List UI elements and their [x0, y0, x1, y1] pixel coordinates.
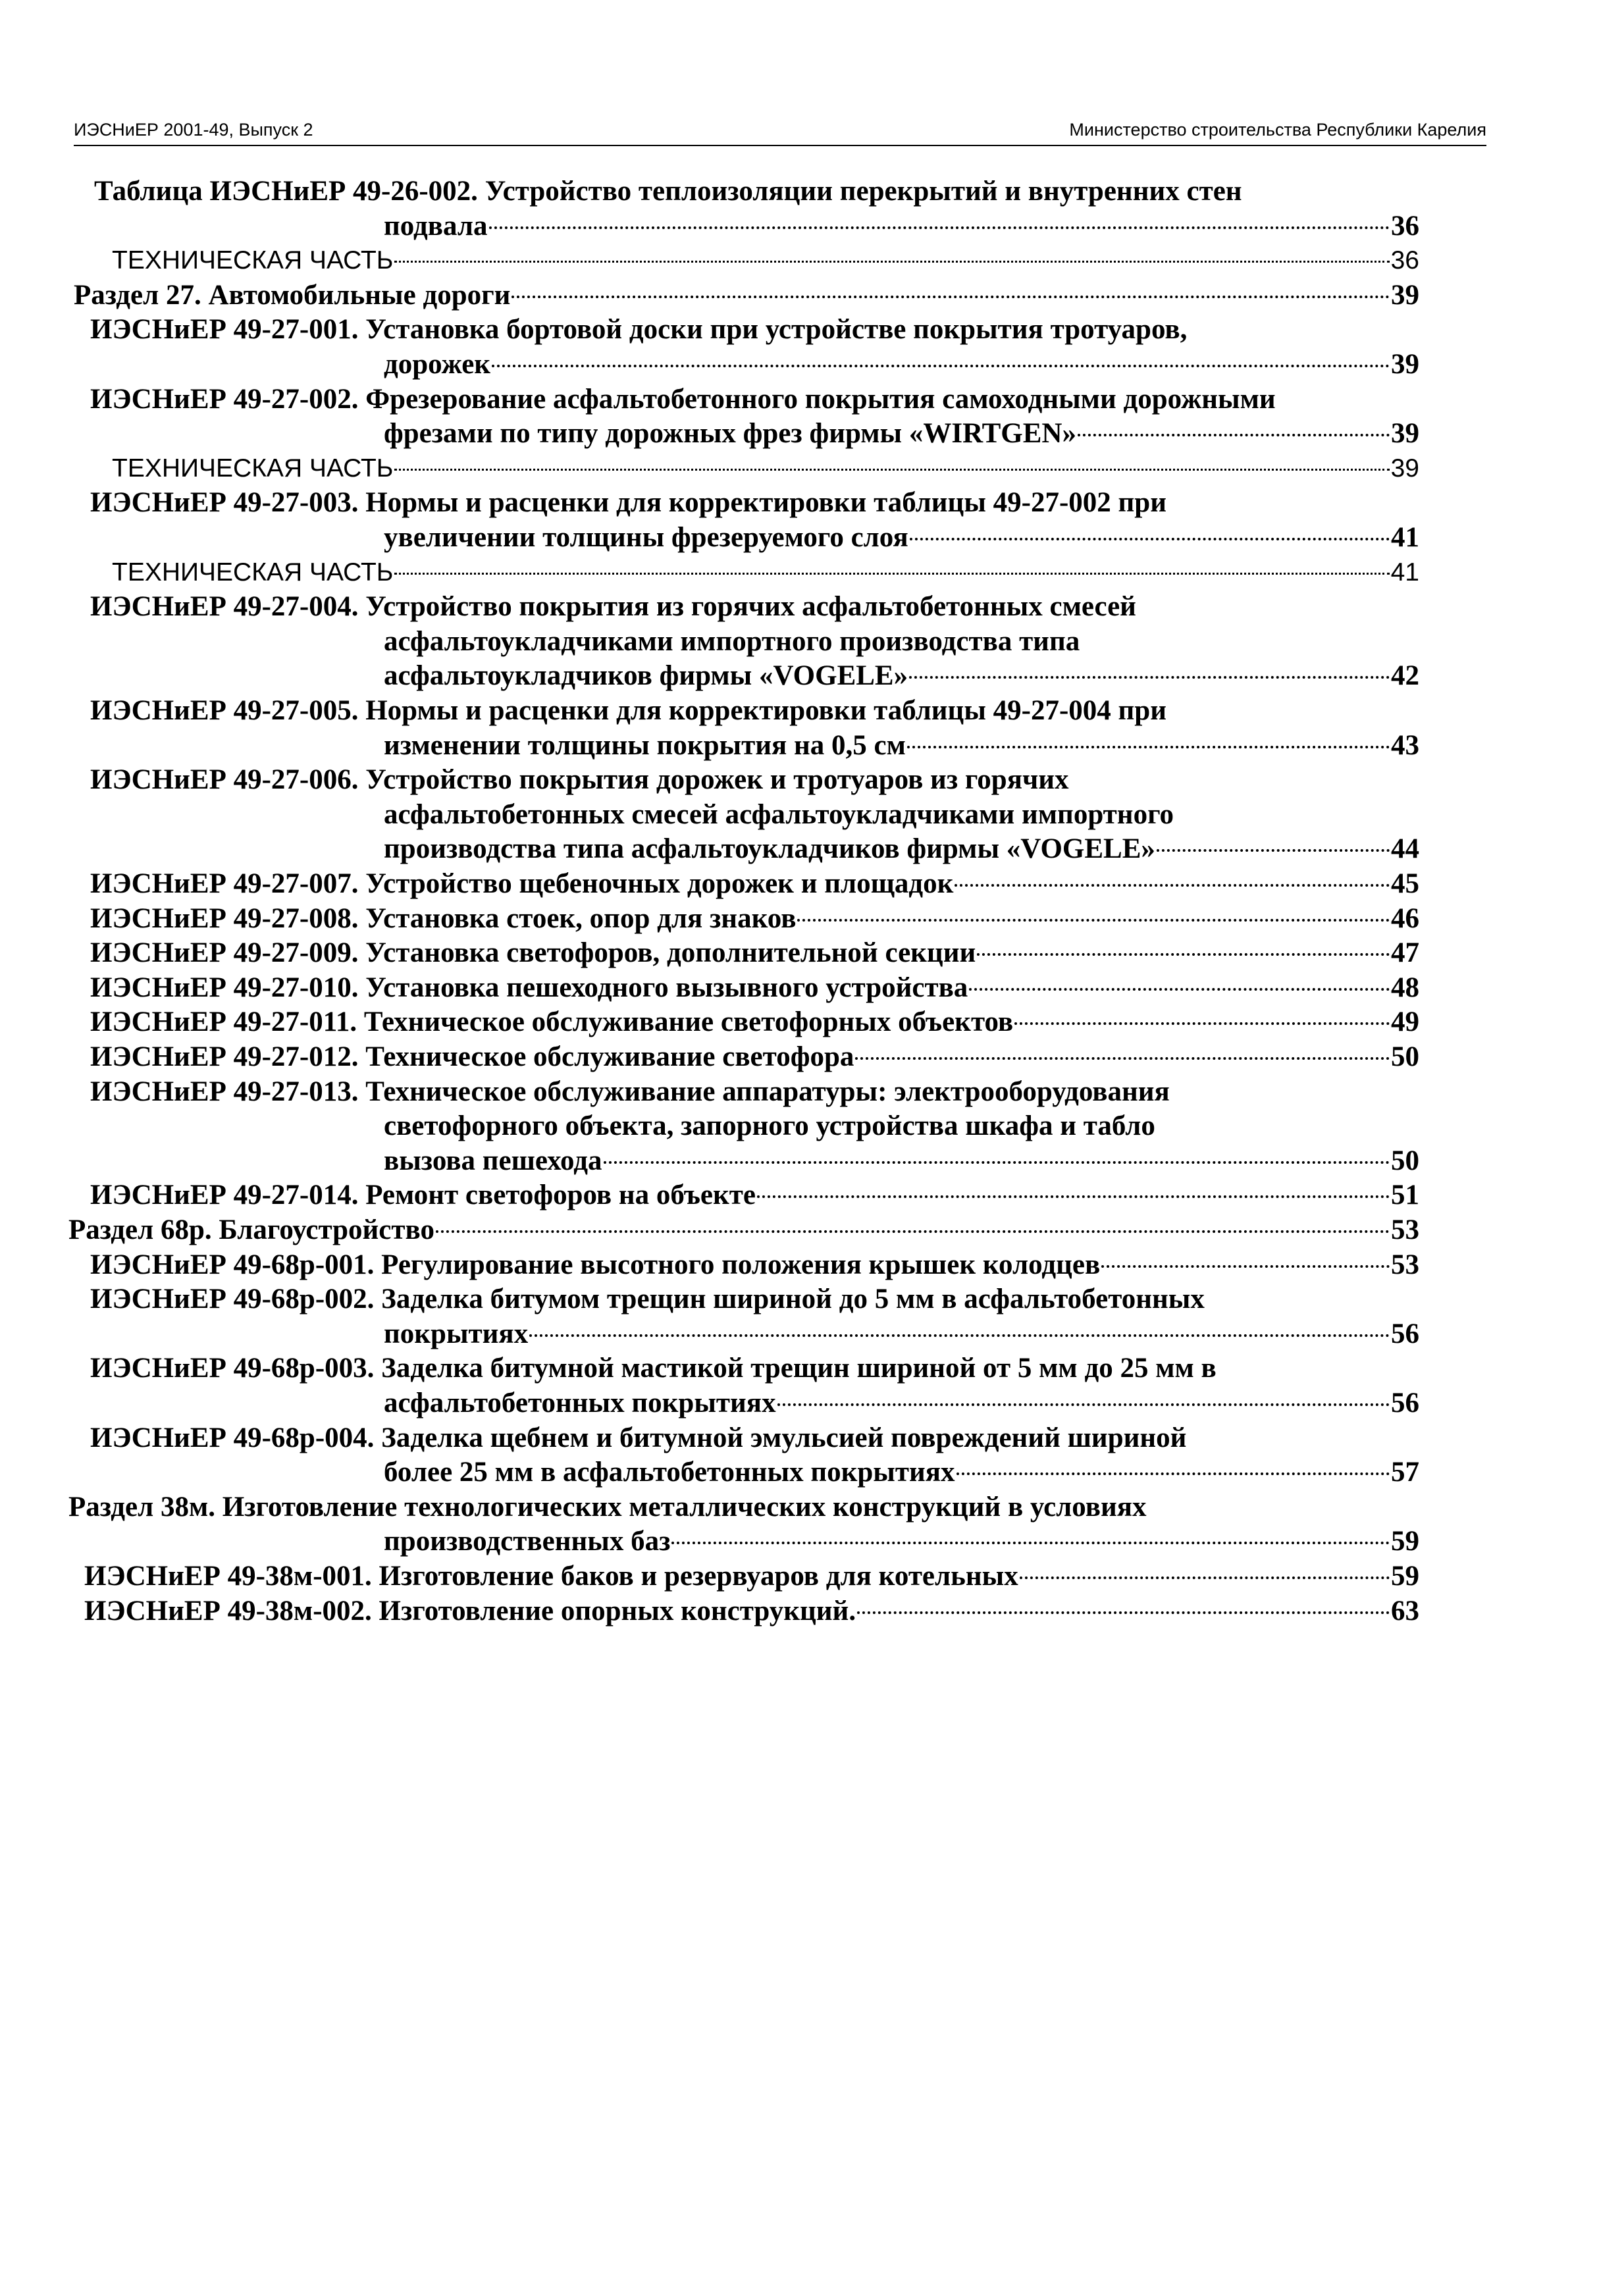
dot-leader — [511, 296, 1390, 298]
toc-entry — [0, 1212, 1624, 1247]
toc-page-number: 43 — [1391, 729, 1419, 761]
toc-space — [372, 1594, 379, 1629]
toc-space — [358, 1178, 365, 1213]
toc-entry — [0, 451, 1624, 486]
toc-code: ИЭСНиЕР 49-38м-001. — [84, 1561, 372, 1592]
toc-line — [112, 451, 1419, 486]
toc-entry — [0, 589, 1624, 693]
toc-line — [90, 866, 1419, 902]
toc-code: ИЭСНиЕР 49-27-005. — [90, 695, 359, 726]
page-header — [74, 116, 1486, 146]
toc-page-number: 53 — [1391, 1214, 1419, 1245]
toc-title-line: асфальтобетонных смесей асфальтоукладчиками импортного — [384, 798, 1174, 830]
toc-space — [357, 1004, 364, 1040]
toc-title: Нормы и расценки для корректировки таблицы 49-27-002 при — [365, 487, 1166, 519]
toc-page-number: 36 — [1390, 246, 1419, 275]
toc-space — [358, 901, 365, 937]
toc-continuation — [384, 831, 1419, 867]
toc-entry — [0, 485, 1624, 554]
dot-leader — [777, 1403, 1390, 1406]
toc-line — [90, 1247, 1419, 1283]
toc-title: Фрезерование асфальтобетонного покрытия самоходными дорожными — [365, 383, 1276, 415]
dot-leader — [394, 261, 1389, 263]
toc-space — [358, 487, 365, 518]
toc-page-number: 50 — [1391, 1041, 1419, 1072]
toc-entry — [0, 866, 1624, 901]
toc-page-number: 42 — [1391, 660, 1419, 692]
toc-title: Изготовление опорных конструкций. — [379, 1595, 856, 1627]
header-ministry: Министерство строительства Республики Карелия — [1069, 120, 1486, 140]
toc-title: Устройство теплоизоляции перекрытий и внутренних стен — [485, 176, 1242, 207]
toc-space — [374, 1422, 381, 1453]
toc-line — [90, 935, 1419, 971]
toc-space — [374, 1284, 381, 1315]
toc-code: ИЭСНиЕР 49-68р-004. — [90, 1422, 375, 1453]
toc-code: Раздел 27. — [74, 279, 201, 311]
toc-code: ИЭСНиЕР 49-27-012. — [90, 1041, 359, 1072]
toc-space — [212, 1212, 219, 1248]
toc-title: Установка светофоров, дополнительной секции — [365, 937, 976, 969]
dot-leader — [1078, 434, 1390, 436]
toc-space — [358, 384, 365, 415]
toc-entry — [0, 1178, 1624, 1212]
toc-entry — [0, 1594, 1624, 1628]
toc-space — [358, 591, 365, 622]
toc-heading — [90, 762, 1069, 798]
toc-page-number: 59 — [1391, 1561, 1419, 1592]
toc-page-number: 59 — [1391, 1526, 1419, 1557]
toc-page-number: 45 — [1391, 868, 1419, 899]
toc-title-line: вызова пешехода — [384, 1145, 602, 1176]
toc-page-number: 44 — [1391, 833, 1419, 865]
toc-code: ИЭСНиЕР 49-27-013. — [90, 1076, 359, 1107]
toc-title: Ремонт светофоров на объекте — [365, 1180, 756, 1211]
toc-continuation — [384, 347, 1419, 382]
toc-space — [358, 314, 365, 345]
toc-page-number: 50 — [1391, 1145, 1419, 1176]
toc-title: Нормы и расценки для корректировки таблицы 49-27-004 при — [365, 695, 1166, 726]
dot-leader — [909, 676, 1390, 679]
toc-code: ИЭСНиЕР 49-68р-001. — [90, 1249, 375, 1280]
dot-leader — [956, 1472, 1390, 1475]
toc-page-number: 56 — [1391, 1387, 1419, 1419]
dot-leader — [604, 1161, 1390, 1164]
toc-page-number: 51 — [1391, 1180, 1419, 1211]
toc-continuation — [384, 1316, 1419, 1352]
toc-code: ИЭСНиЕР 49-27-011. — [90, 1006, 357, 1038]
toc-heading — [68, 1490, 1147, 1525]
header-document-id: ИЭСНиЕР 2001-49, Выпуск 2 — [74, 120, 313, 140]
dot-leader — [1020, 1576, 1390, 1579]
toc-code: ИЭСНиЕР 49-27-008. — [90, 902, 359, 934]
toc-title: Автомобильные дороги — [208, 279, 511, 311]
toc-continuation — [384, 520, 1419, 556]
toc-page-number: 39 — [1391, 279, 1419, 311]
toc-heading — [90, 1074, 1170, 1110]
toc-code: Раздел 38м. — [68, 1491, 216, 1523]
toc-space — [358, 866, 365, 902]
toc-page-number: 46 — [1391, 902, 1419, 934]
toc-entry — [0, 1074, 1624, 1178]
toc-page-number: 53 — [1391, 1249, 1419, 1280]
toc-continuation — [384, 416, 1419, 452]
toc-title-line: производственных баз — [384, 1526, 671, 1557]
toc-page-number: 39 — [1391, 418, 1419, 450]
toc-heading — [90, 693, 1166, 729]
toc-code: ИЭСНиЕР 49-38м-002. — [84, 1595, 372, 1627]
toc-title: Установка бортовой доски при устройстве покрытия тротуаров, — [365, 314, 1188, 346]
toc-continuation — [384, 1455, 1419, 1490]
toc-title: Устройство щебеночных дорожек и площадок — [365, 868, 954, 899]
toc-page-number: 36 — [1391, 210, 1419, 242]
toc-heading — [94, 174, 1242, 209]
toc-code: ИЭСНиЕР 49-27-009. — [90, 937, 359, 969]
toc-title-line: дорожек — [384, 348, 491, 380]
toc-space — [358, 695, 365, 726]
toc-page-number: 49 — [1391, 1006, 1419, 1038]
toc-line — [84, 1559, 1419, 1594]
toc-title: Устройство покрытия из горячих асфальтобетонных смесей — [365, 591, 1136, 623]
toc-line — [90, 901, 1419, 937]
toc-line — [112, 243, 1419, 278]
toc-entry — [0, 1559, 1624, 1594]
toc-entry — [0, 1247, 1624, 1282]
dot-leader — [394, 573, 1389, 575]
dot-leader — [671, 1542, 1390, 1544]
toc-continuation — [384, 1524, 1419, 1559]
toc-space — [358, 1039, 365, 1075]
toc-line — [90, 970, 1419, 1006]
toc-title: Установка стоек, опор для знаков — [365, 902, 797, 934]
toc-entry — [0, 1351, 1624, 1420]
toc-entry — [0, 901, 1624, 936]
toc-page-number: 57 — [1391, 1457, 1419, 1488]
toc-space — [478, 176, 485, 207]
dot-leader — [1014, 1022, 1390, 1025]
toc-title-line: более 25 мм в асфальтобетонных покрытиях — [384, 1457, 955, 1488]
toc-title: ТЕХНИЧЕСКАЯ ЧАСТЬ — [112, 454, 394, 482]
toc-space — [358, 935, 365, 971]
toc-code: ИЭСНиЕР 49-27-001. — [90, 314, 359, 346]
toc-page-number: 41 — [1390, 558, 1419, 586]
dot-leader — [436, 1230, 1390, 1233]
toc-continuation — [384, 658, 1419, 694]
toc-title-line: фрезами по типу дорожных фрез фирмы «WIRTGEN» — [384, 418, 1076, 450]
toc-entry — [0, 1490, 1624, 1559]
toc-entry — [0, 693, 1624, 762]
toc-line — [112, 555, 1419, 590]
toc-title: ТЕХНИЧЕСКАЯ ЧАСТЬ — [112, 558, 394, 586]
toc-line — [68, 1212, 1419, 1248]
toc-title: Техническое обслуживание аппаратуры: электрооборудования — [365, 1076, 1170, 1107]
toc-heading — [90, 1351, 1217, 1386]
toc-space — [358, 764, 365, 795]
dot-leader — [907, 746, 1390, 748]
toc-title-line: увеличении толщины фрезеруемого слоя — [384, 521, 908, 553]
toc-entry — [0, 243, 1624, 278]
toc-page-number: 41 — [1391, 521, 1419, 553]
toc-line — [90, 1039, 1419, 1075]
toc-code: ИЭСНиЕР 49-27-003. — [90, 487, 359, 519]
toc-title: Благоустройство — [219, 1214, 434, 1245]
toc-title: Установка пешеходного вызывного устройства — [365, 972, 968, 1003]
toc-space — [215, 1492, 223, 1523]
toc-line — [90, 1178, 1419, 1213]
toc-title: Заделка битумом трещин шириной до 5 мм в асфальтобетонных — [381, 1284, 1205, 1315]
toc-code: ИЭСНиЕР 49-27-002. — [90, 383, 359, 415]
toc-heading — [90, 589, 1136, 625]
toc-page-number: 39 — [1391, 348, 1419, 380]
toc-heading — [90, 1420, 1186, 1456]
dot-leader — [855, 1057, 1390, 1060]
toc-continuation — [384, 728, 1419, 764]
toc-title: Техническое обслуживание светофора — [365, 1041, 854, 1072]
toc-title: Заделка битумной мастикой трещин шириной от 5 мм до 25 мм в — [381, 1353, 1217, 1384]
toc-page-number: 63 — [1391, 1595, 1419, 1627]
toc-entry — [0, 762, 1624, 866]
toc-continuation — [384, 1386, 1419, 1421]
toc-entry — [0, 382, 1624, 451]
toc-heading — [90, 312, 1187, 348]
toc-title-line: производства типа асфальтоукладчиков фирмы «VOGELE» — [384, 833, 1155, 865]
toc-entry — [0, 312, 1624, 381]
dot-leader — [394, 469, 1389, 471]
toc-entry — [0, 1039, 1624, 1074]
toc-title-line: покрытиях — [384, 1318, 529, 1349]
toc-space — [358, 970, 365, 1006]
dot-leader — [757, 1195, 1390, 1198]
dot-leader — [1101, 1265, 1390, 1268]
toc-title-line: изменении толщины покрытия на 0,5 см — [384, 729, 906, 761]
toc-page-number: 48 — [1391, 972, 1419, 1003]
toc-line — [74, 278, 1419, 313]
toc-title: ТЕХНИЧЕСКАЯ ЧАСТЬ — [112, 246, 394, 275]
toc-space — [374, 1353, 381, 1384]
dot-leader — [797, 919, 1390, 922]
toc-heading — [90, 382, 1276, 417]
toc-entry — [0, 1004, 1624, 1039]
toc-title-line: асфальтобетонных покрытиях — [384, 1387, 776, 1419]
toc-code: ИЭСНиЕР 49-27-004. — [90, 591, 359, 623]
toc-continuation — [384, 1143, 1419, 1179]
toc-title-line: асфальтоукладчиками импортного производства типа — [384, 625, 1080, 657]
toc-title: Изготовление технологических металлических конструкций в условиях — [222, 1491, 1147, 1523]
toc-line — [90, 1004, 1419, 1040]
toc-title: Техническое обслуживание светофорных объектов — [363, 1006, 1014, 1038]
toc-title: Устройство покрытия дорожек и тротуаров из горячих — [365, 764, 1069, 796]
toc-code: ИЭСНиЕР 49-68р-002. — [90, 1284, 375, 1315]
toc-title-line: асфальтоукладчиков фирмы «VOGELE» — [384, 660, 908, 692]
toc-page-number: 39 — [1390, 454, 1419, 482]
toc-space — [374, 1247, 381, 1283]
toc-heading — [90, 485, 1166, 521]
dot-leader — [910, 538, 1390, 540]
toc-title: Изготовление баков и резервуаров для котельных — [379, 1561, 1018, 1592]
toc-code: ИЭСНиЕР 49-27-007. — [90, 868, 359, 899]
toc-code: ИЭСНиЕР 49-27-010. — [90, 972, 359, 1003]
toc-code: ИЭСНиЕР 49-27-014. — [90, 1180, 359, 1211]
toc-space — [358, 1076, 365, 1107]
dot-leader — [857, 1611, 1390, 1614]
toc-entry — [0, 278, 1624, 313]
dot-leader — [969, 988, 1390, 991]
toc-entry — [0, 935, 1624, 970]
toc-code: Таблица ИЭСНиЕР 49-26-002. — [94, 176, 478, 207]
toc-space — [201, 278, 209, 313]
toc-entry — [0, 1282, 1624, 1351]
toc-code: ИЭСНиЕР 49-27-006. — [90, 764, 359, 796]
toc-code: ИЭСНиЕР 49-68р-003. — [90, 1353, 375, 1384]
dot-leader — [489, 226, 1390, 229]
toc-entry — [0, 174, 1624, 243]
toc-line — [84, 1594, 1419, 1629]
toc-title: Регулирование высотного положения крышек колодцев — [381, 1249, 1101, 1280]
toc-title: Заделка щебнем и битумной эмульсией повреждений шириной — [381, 1422, 1187, 1453]
toc-title-line: подвала — [384, 210, 488, 242]
toc-entry — [0, 555, 1624, 590]
dot-leader — [529, 1334, 1390, 1337]
toc-entry — [0, 970, 1624, 1005]
dot-leader — [492, 365, 1390, 367]
toc-page-number: 47 — [1391, 937, 1419, 969]
dot-leader — [977, 953, 1390, 956]
toc-code: Раздел 68р. — [68, 1214, 212, 1245]
toc-space — [372, 1559, 379, 1594]
dot-leader — [1157, 849, 1390, 852]
toc-continuation — [384, 209, 1419, 244]
toc-entry — [0, 1420, 1624, 1490]
toc-heading — [90, 1282, 1205, 1317]
dot-leader — [955, 884, 1390, 887]
toc-title-line: светофорного объекта, запорного устройства шкафа и табло — [384, 1110, 1155, 1142]
toc-page-number: 56 — [1391, 1318, 1419, 1349]
